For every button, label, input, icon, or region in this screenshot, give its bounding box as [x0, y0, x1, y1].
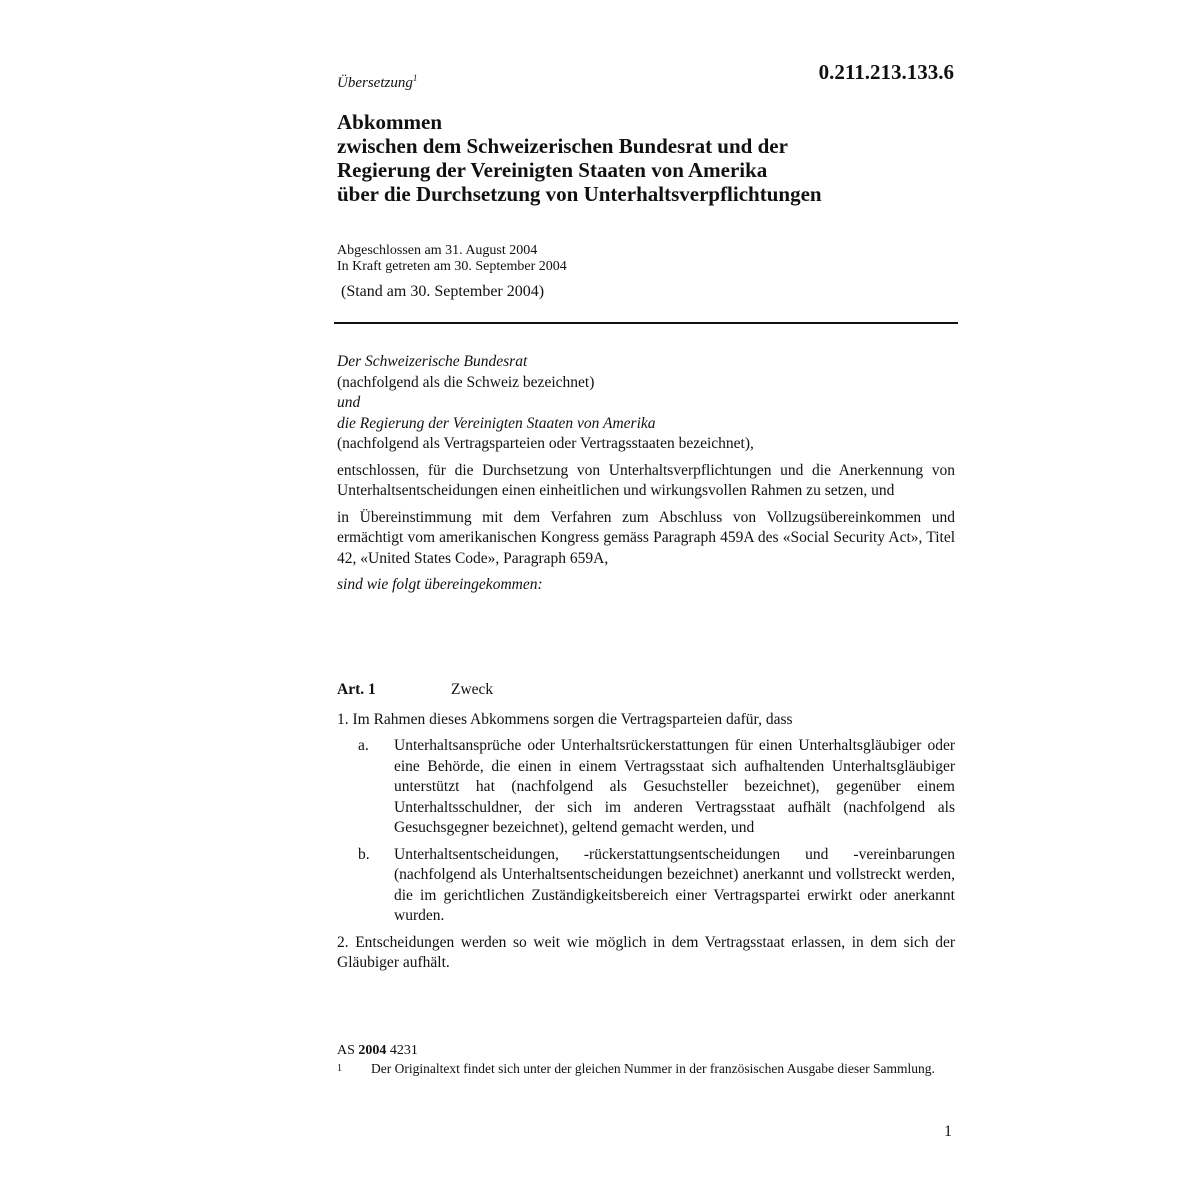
- concluded-date: Abgeschlossen am 31. August 2004: [337, 243, 538, 258]
- article-body: [337, 710, 955, 974]
- preamble-paragraph: entschlossen, für die Durchsetzung von Unterhaltsverpflichtungen und die Anerkennung von Unterhaltsentscheidungen einen einheitlichen und wirkungsvollen Rahmen zu setzen, und: [337, 461, 955, 499]
- list-item: [337, 736, 955, 839]
- title-line: Abkommen: [337, 110, 443, 134]
- list-item-text: Unterhaltsansprüche oder Unterhaltsrückerstattungen für einen Unterhaltsgläubiger oder eine Behörde, die einen in einem Vertragsstaat sich aufhaltenden Unterhaltsgläubiger unterstützt hat (nachfolgend als Gesuchsteller bezeichnet), gegenüber einem Unterhaltsschuldner, der sich im anderen Vertragsstaat aufhält (nachfolgend als Gesuchsgegner bezeichnet), geltend gemacht werden, und: [394, 737, 955, 836]
- article-number: Art. 1: [337, 681, 376, 698]
- party1-name: Der Schweizerische Bundesrat: [337, 353, 528, 370]
- document-page: [337, 0, 957, 1200]
- article-paragraph: 1. Im Rahmen dieses Abkommens sorgen die Vertragsparteien dafür, dass: [337, 710, 793, 728]
- article-paragraph: 2. Entscheidungen werden so weit wie möglich in dem Vertragsstaat erlassen, in dem sich der Gläubiger aufhält.: [337, 933, 955, 971]
- footnote: [337, 1061, 955, 1077]
- as-year: 2004: [358, 1043, 387, 1058]
- list-item-letter: b.: [358, 845, 370, 863]
- official-collection-ref: [337, 1043, 955, 1059]
- article-title: Zweck: [451, 681, 494, 698]
- translation-label: [337, 73, 417, 92]
- document-title: [337, 110, 822, 206]
- party2-description: (nachfolgend als Vertragsparteien oder Vertragsstaaten bezeichnet),: [337, 435, 754, 452]
- page-footer: [337, 1043, 955, 1077]
- in-force-date: In Kraft getreten am 30. September 2004: [337, 259, 567, 274]
- header-divider: [334, 322, 958, 324]
- list-item-text: Unterhaltsentscheidungen, -rückerstattungsentscheidungen und -vereinbarungen (nachfolgend als Unterhaltsentscheidungen bezeichnet) anerkannt und vollstreckt werden, die im gerichtlichen Zuständigkeitsbereich einer Vertragspartei erwirkt oder anerkannt wurden.: [394, 845, 955, 924]
- sr-number: 0.211.213.133.6: [818, 60, 954, 84]
- list-item-letter: a.: [358, 737, 369, 754]
- conjunction: und: [337, 394, 361, 411]
- article-1: [337, 680, 955, 974]
- list-item: [337, 845, 955, 927]
- footnote-mark: 1: [337, 1063, 342, 1074]
- title-line: Regierung der Vereinigten Staaten von Amerika: [337, 158, 768, 182]
- document-meta: [337, 243, 567, 275]
- preamble-paragraph: in Übereinstimmung mit dem Verfahren zum Abschluss von Vollzugsübereinkommen und ermächtigt vom amerikanischen Kongress gemäss Paragraph 459A des «Social Security Act», Titel 42, «United States Code», Paragraph 659A,: [337, 508, 955, 567]
- title-line: über die Durchsetzung von Unterhaltsverpflichtungen: [337, 182, 822, 206]
- page-number: 1: [944, 1123, 952, 1140]
- article-heading: [337, 680, 955, 701]
- as-page: 4231: [389, 1043, 418, 1058]
- party1-description: (nachfolgend als die Schweiz bezeichnet): [337, 373, 595, 391]
- title-line: zwischen dem Schweizerischen Bundesrat und der: [337, 134, 788, 158]
- footnote-text: Der Originaltext findet sich unter der gleichen Nummer in der französischen Ausgabe dieser Sammlung.: [371, 1061, 935, 1076]
- as-prefix: AS: [337, 1043, 355, 1058]
- translation-text: Übersetzung: [337, 75, 413, 91]
- preamble-closing: sind wie folgt übereingekommen:: [337, 576, 543, 593]
- preamble: [337, 352, 955, 596]
- status-date: (Stand am 30. September 2004): [341, 283, 545, 300]
- footnote-reference[interactable]: 1: [412, 73, 418, 83]
- party2-name: die Regierung der Vereinigten Staaten von Amerika: [337, 414, 656, 432]
